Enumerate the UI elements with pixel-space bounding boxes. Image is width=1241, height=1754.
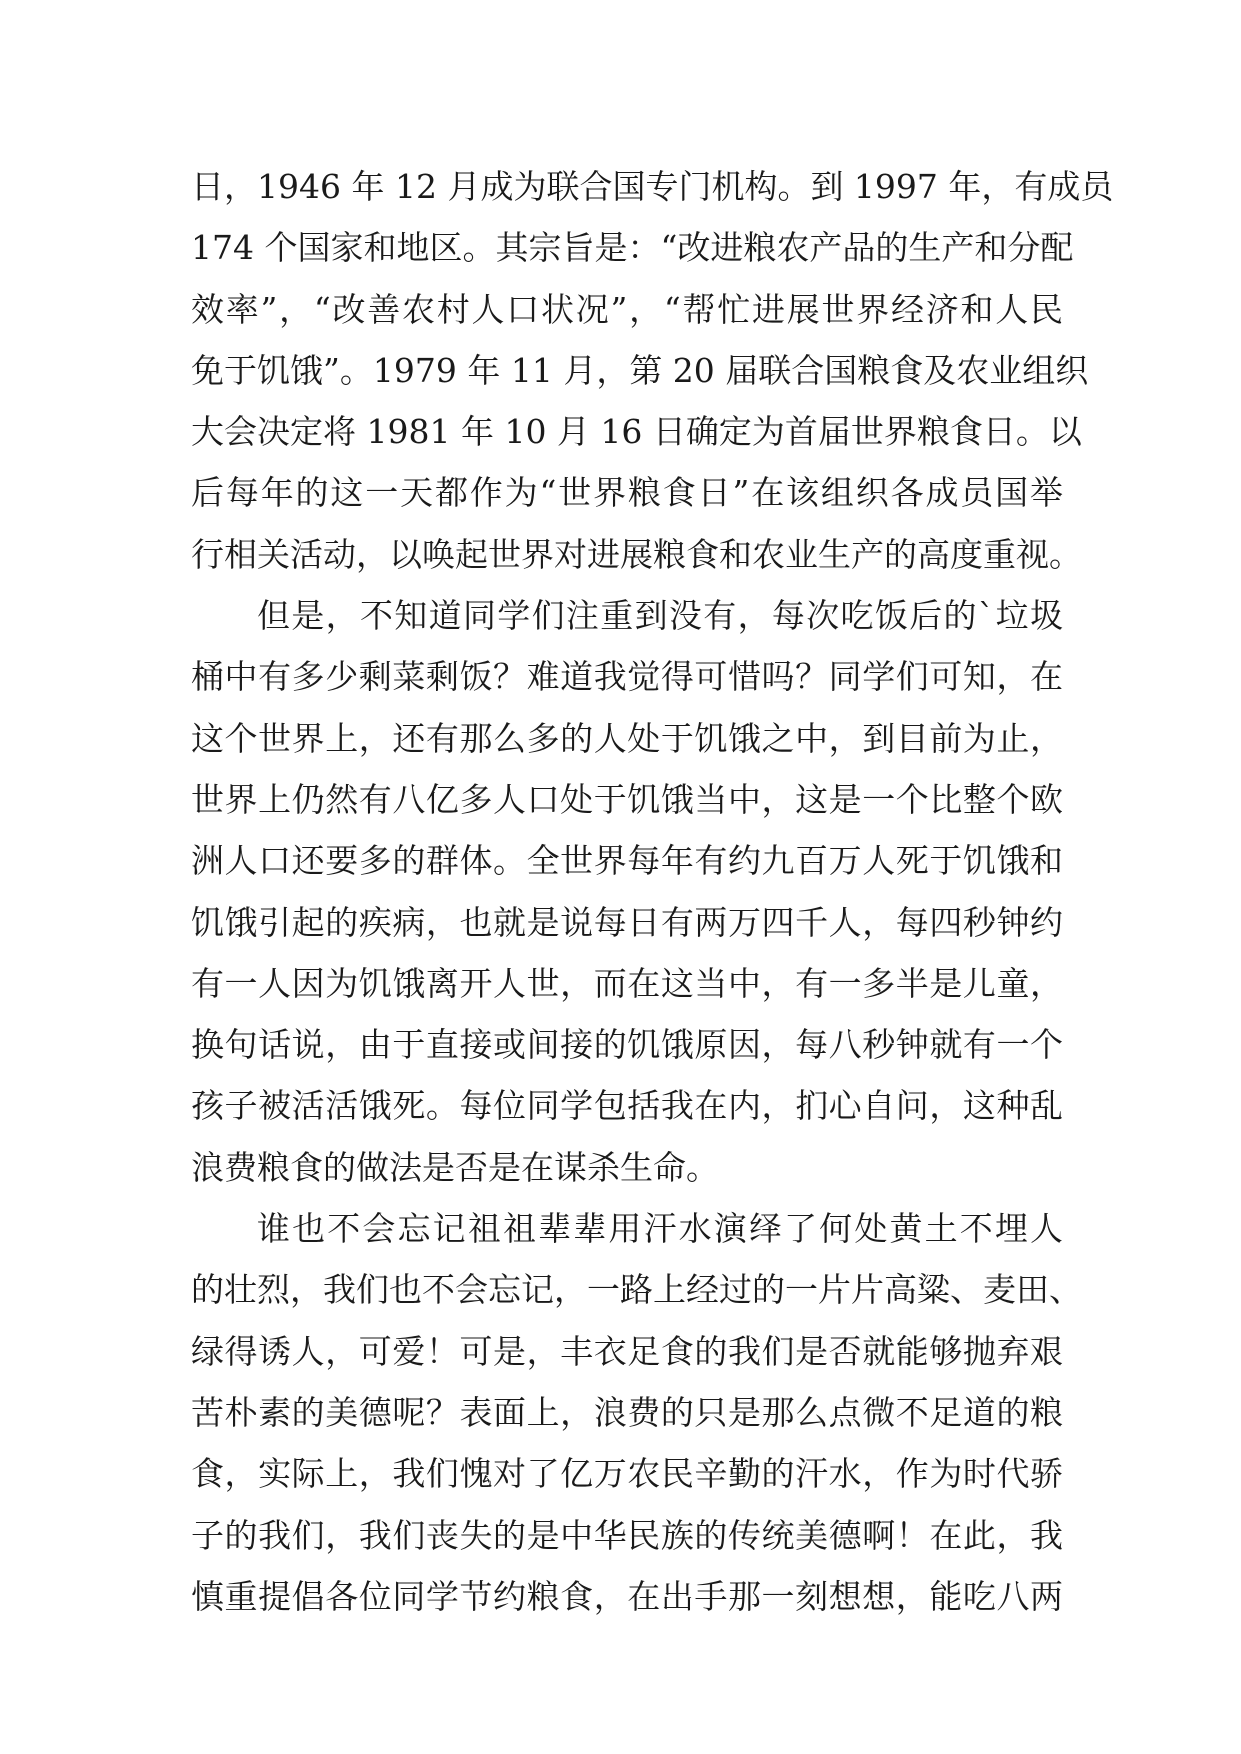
text-line: 谁也不会忘记祖祖辈辈用汗水演绎了何处黄土不埋人 — [257, 1209, 1063, 1249]
text-line: 桶中有多少剩菜剩饭？难道我觉得可惜吗？同学们可知，在 — [191, 657, 1063, 697]
text-line: 食，实际上，我们愧对了亿万农民辛勤的汗水，作为时代骄 — [191, 1454, 1063, 1494]
text-line: 大会决定将 1981 年 10 月 16 日确定为首届世界粮食日。以 — [191, 412, 1082, 452]
text-line: 效率”，“改善农村人口状况”，“帮忙进展世界经济和人民 — [191, 289, 1063, 329]
text-line: 的壮烈，我们也不会忘记，一路上经过的一片片高粱、麦田、 — [191, 1270, 1082, 1310]
text-line: 饥饿引起的疾病，也就是说每日有两万四千人，每四秒钟约 — [191, 902, 1063, 942]
paragraph-2 — [191, 585, 1063, 1198]
text-line: 日，1946 年 12 月成为联合国专门机构。到 1997 年，有成员 — [191, 167, 1114, 206]
text-line: 子的我们，我们丧失的是中华民族的传统美德啊！在此，我 — [191, 1515, 1063, 1555]
text-line: 免于饥饿”。1979 年 11 月，第 20 届联合国粮食及农业组织 — [191, 350, 1089, 390]
paragraph-3 — [191, 1198, 1082, 1627]
text-line: 洲人口还要多的群体。全世界每年有约九百万人死于饥饿和 — [191, 841, 1063, 881]
text-line: 但是，不知道同学们注重到没有，每次吃饭后的`垃圾 — [257, 596, 1063, 636]
text-line: 有一人因为饥饿离开人世，而在这当中，有一多半是儿童， — [191, 963, 1063, 1003]
text-line: 慎重提倡各位同学节约粮食，在出手那一刻想想，能吃八两 — [191, 1576, 1063, 1616]
text-line: 换句话说，由于直接或间接的饥饿原因，每八秒钟就有一个 — [191, 1025, 1063, 1065]
text-line: 174 个国家和地区。其宗旨是：“改进粮农产品的生产和分配 — [191, 228, 1074, 268]
text-line: 绿得诱人，可爱！可是，丰衣足食的我们是否就能够抛弃艰 — [191, 1331, 1063, 1371]
paragraph-1 — [191, 156, 1114, 585]
text-line: 这个世界上，还有那么多的人处于饥饿之中，到目前为止， — [191, 718, 1063, 758]
document-body — [191, 156, 1114, 1627]
text-line: 世界上仍然有八亿多人口处于饥饿当中，这是一个比整个欧 — [191, 779, 1063, 819]
text-line: 孩子被活活饿死。每位同学包括我在内，扪心自问，这种乱 — [191, 1086, 1063, 1126]
text-line: 后每年的这一天都作为“世界粮食日”在该组织各成员国举 — [191, 473, 1063, 513]
text-line: 行相关活动，以唤起世界对进展粮食和农业生产的高度重视。 — [191, 534, 1082, 574]
text-line: 浪费粮食的做法是否是在谋杀生命。 — [191, 1147, 719, 1187]
text-line: 苦朴素的美德呢？表面上，浪费的只是那么点微不足道的粮 — [191, 1392, 1063, 1432]
